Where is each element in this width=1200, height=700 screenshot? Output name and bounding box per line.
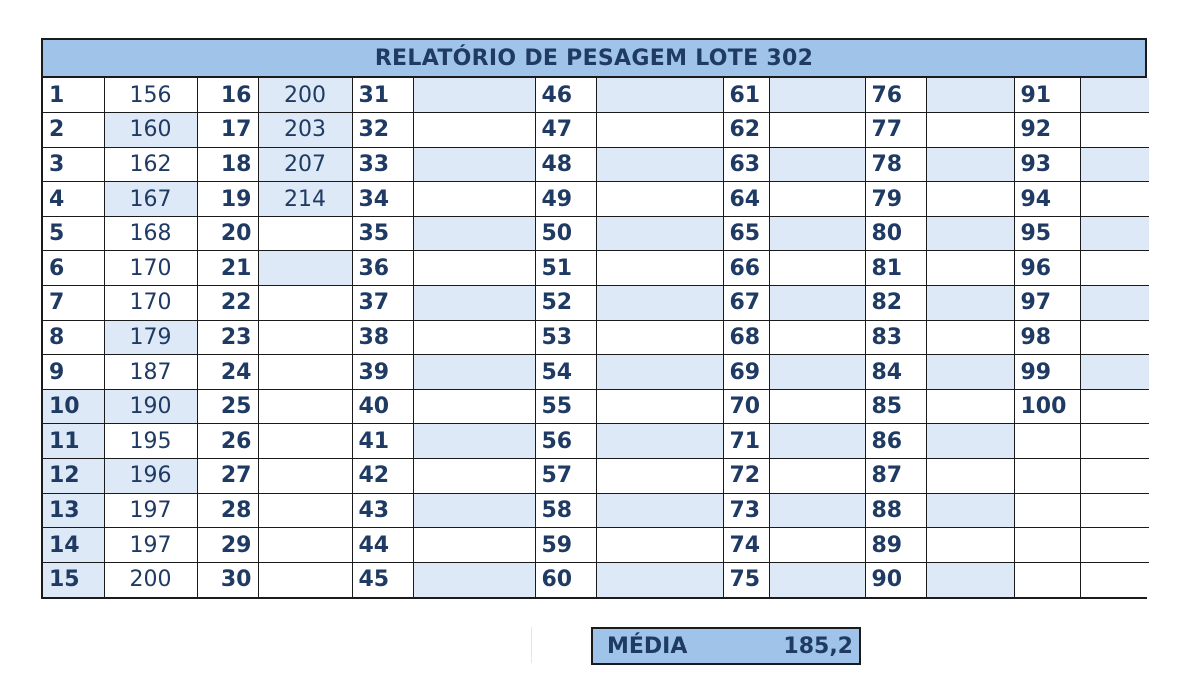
- entry-number: 97: [1014, 286, 1080, 321]
- weight-value: [413, 147, 535, 182]
- weight-value: [413, 459, 535, 494]
- entry-number: 32: [352, 113, 413, 148]
- entry-number: 56: [535, 424, 596, 459]
- weight-value: [926, 78, 1014, 113]
- weight-value: [413, 493, 535, 528]
- entry-number: 79: [865, 182, 926, 217]
- weight-value: 195: [104, 424, 197, 459]
- entry-number: 53: [535, 320, 596, 355]
- entry-number: 43: [352, 493, 413, 528]
- entry-number: 75: [723, 562, 769, 597]
- weight-value: 200: [258, 78, 352, 113]
- weight-value: [258, 355, 352, 390]
- entry-number: 25: [197, 389, 258, 424]
- entry-number: 6: [43, 251, 104, 286]
- weight-value: [596, 147, 723, 182]
- table-row: [43, 355, 1149, 390]
- weight-value: [769, 113, 865, 148]
- entry-number: 85: [865, 389, 926, 424]
- entry-number: 73: [723, 493, 769, 528]
- entry-number: 34: [352, 182, 413, 217]
- weight-value: [258, 493, 352, 528]
- weight-value: 197: [104, 493, 197, 528]
- weight-value: [1080, 528, 1149, 563]
- weight-value: [926, 182, 1014, 217]
- table-row: [43, 562, 1149, 597]
- weight-value: [1080, 320, 1149, 355]
- weight-value: [258, 286, 352, 321]
- weight-value: [769, 493, 865, 528]
- entry-number: 98: [1014, 320, 1080, 355]
- weighing-report-sheet: [41, 38, 1147, 599]
- weight-value: [596, 251, 723, 286]
- weight-value: [1080, 355, 1149, 390]
- table-row: [43, 424, 1149, 459]
- weight-value: [1080, 562, 1149, 597]
- entry-number: 40: [352, 389, 413, 424]
- entry-number: 36: [352, 251, 413, 286]
- weight-value: [596, 528, 723, 563]
- entry-number: 30: [197, 562, 258, 597]
- weight-value: [926, 493, 1014, 528]
- weight-value: [769, 78, 865, 113]
- weight-value: [926, 286, 1014, 321]
- entry-number: 99: [1014, 355, 1080, 390]
- cell-divider: [531, 627, 532, 663]
- entry-number: 22: [197, 286, 258, 321]
- weight-value: [926, 113, 1014, 148]
- average-box: [591, 627, 861, 665]
- entry-number: 45: [352, 562, 413, 597]
- weight-value: [413, 78, 535, 113]
- weight-value: [596, 493, 723, 528]
- weight-value: [413, 286, 535, 321]
- entry-number: 59: [535, 528, 596, 563]
- entry-number: [1014, 528, 1080, 563]
- entry-number: 81: [865, 251, 926, 286]
- weight-value: [596, 389, 723, 424]
- entry-number: 20: [197, 216, 258, 251]
- table-row: [43, 493, 1149, 528]
- weight-value: [258, 251, 352, 286]
- weight-value: [769, 251, 865, 286]
- weight-value: [413, 424, 535, 459]
- entry-number: 8: [43, 320, 104, 355]
- entry-number: 46: [535, 78, 596, 113]
- entry-number: 90: [865, 562, 926, 597]
- weight-value: [769, 528, 865, 563]
- weight-value: [413, 355, 535, 390]
- entry-number: 88: [865, 493, 926, 528]
- weight-value: 197: [104, 528, 197, 563]
- weight-value: [596, 286, 723, 321]
- weight-value: [769, 182, 865, 217]
- entry-number: 23: [197, 320, 258, 355]
- entry-number: 82: [865, 286, 926, 321]
- entry-number: 61: [723, 78, 769, 113]
- entry-number: 3: [43, 147, 104, 182]
- entry-number: 49: [535, 182, 596, 217]
- entry-number: 51: [535, 251, 596, 286]
- entry-number: 1: [43, 78, 104, 113]
- weight-value: [926, 320, 1014, 355]
- entry-number: 86: [865, 424, 926, 459]
- weight-value: [258, 216, 352, 251]
- entry-number: 55: [535, 389, 596, 424]
- weight-value: [769, 424, 865, 459]
- weight-value: 203: [258, 113, 352, 148]
- weight-value: [1080, 147, 1149, 182]
- entry-number: 95: [1014, 216, 1080, 251]
- weight-value: [596, 562, 723, 597]
- entry-number: 92: [1014, 113, 1080, 148]
- entry-number: [1014, 562, 1080, 597]
- weight-value: [1080, 459, 1149, 494]
- entry-number: 77: [865, 113, 926, 148]
- entry-number: 100: [1014, 389, 1080, 424]
- weight-value: [1080, 113, 1149, 148]
- weight-value: 170: [104, 251, 197, 286]
- entry-number: 28: [197, 493, 258, 528]
- weight-value: [413, 182, 535, 217]
- weight-value: [258, 389, 352, 424]
- entry-number: 78: [865, 147, 926, 182]
- entry-number: 38: [352, 320, 413, 355]
- entry-number: 83: [865, 320, 926, 355]
- weight-value: 168: [104, 216, 197, 251]
- weight-value: [769, 389, 865, 424]
- entry-number: 87: [865, 459, 926, 494]
- entry-number: 71: [723, 424, 769, 459]
- entry-number: 41: [352, 424, 413, 459]
- weight-value: [1080, 78, 1149, 113]
- weight-value: 179: [104, 320, 197, 355]
- entry-number: 67: [723, 286, 769, 321]
- weight-value: [926, 562, 1014, 597]
- table-row: [43, 528, 1149, 563]
- entry-number: 72: [723, 459, 769, 494]
- entry-number: 42: [352, 459, 413, 494]
- weight-value: [596, 78, 723, 113]
- entry-number: 2: [43, 113, 104, 148]
- entry-number: 50: [535, 216, 596, 251]
- entry-number: 29: [197, 528, 258, 563]
- average-label: MÉDIA: [607, 633, 688, 659]
- weight-value: [769, 459, 865, 494]
- weight-value: [596, 182, 723, 217]
- weight-value: [258, 528, 352, 563]
- weight-value: 207: [258, 147, 352, 182]
- table-row: [43, 251, 1149, 286]
- entry-number: 58: [535, 493, 596, 528]
- weight-value: [769, 147, 865, 182]
- entry-number: 35: [352, 216, 413, 251]
- entry-number: 18: [197, 147, 258, 182]
- weight-value: [769, 355, 865, 390]
- entry-number: 62: [723, 113, 769, 148]
- entry-number: 93: [1014, 147, 1080, 182]
- average-value: 185,2: [783, 633, 853, 659]
- entry-number: 44: [352, 528, 413, 563]
- entry-number: 9: [43, 355, 104, 390]
- weight-value: 160: [104, 113, 197, 148]
- entry-number: 48: [535, 147, 596, 182]
- entry-number: 16: [197, 78, 258, 113]
- table-row: [43, 320, 1149, 355]
- weight-value: [1080, 389, 1149, 424]
- weight-value: [1080, 182, 1149, 217]
- entry-number: 14: [43, 528, 104, 563]
- weight-value: [926, 216, 1014, 251]
- entry-number: 47: [535, 113, 596, 148]
- weight-value: [596, 113, 723, 148]
- entry-number: 13: [43, 493, 104, 528]
- entry-number: 96: [1014, 251, 1080, 286]
- table-row: [43, 78, 1149, 113]
- entry-number: 74: [723, 528, 769, 563]
- entry-number: 39: [352, 355, 413, 390]
- table-row: [43, 286, 1149, 321]
- weight-value: [413, 389, 535, 424]
- weight-value: [1080, 251, 1149, 286]
- weight-value: [258, 562, 352, 597]
- entry-number: [1014, 424, 1080, 459]
- weight-value: [926, 424, 1014, 459]
- entry-number: 12: [43, 459, 104, 494]
- entry-number: 31: [352, 78, 413, 113]
- entry-number: 52: [535, 286, 596, 321]
- weight-value: [258, 424, 352, 459]
- entry-number: 84: [865, 355, 926, 390]
- entry-number: [1014, 493, 1080, 528]
- weight-value: 167: [104, 182, 197, 217]
- table-row: [43, 216, 1149, 251]
- entry-number: 76: [865, 78, 926, 113]
- table-row: [43, 459, 1149, 494]
- weight-value: 187: [104, 355, 197, 390]
- weight-value: 196: [104, 459, 197, 494]
- entry-number: 94: [1014, 182, 1080, 217]
- weight-value: 162: [104, 147, 197, 182]
- weight-value: [926, 251, 1014, 286]
- weight-value: 214: [258, 182, 352, 217]
- weight-value: [596, 424, 723, 459]
- weight-value: [413, 562, 535, 597]
- entry-number: 7: [43, 286, 104, 321]
- entry-number: 70: [723, 389, 769, 424]
- table-row: [43, 182, 1149, 217]
- weight-value: [413, 528, 535, 563]
- weight-value: [1080, 216, 1149, 251]
- entry-number: 65: [723, 216, 769, 251]
- weight-value: [926, 147, 1014, 182]
- entry-number: 15: [43, 562, 104, 597]
- entry-number: 89: [865, 528, 926, 563]
- weights-grid: [43, 78, 1149, 597]
- weight-value: [413, 113, 535, 148]
- weight-value: [596, 320, 723, 355]
- weight-value: [926, 459, 1014, 494]
- entry-number: 17: [197, 113, 258, 148]
- entry-number: 68: [723, 320, 769, 355]
- table-row: [43, 389, 1149, 424]
- weight-value: [926, 389, 1014, 424]
- entry-number: 80: [865, 216, 926, 251]
- weight-value: 170: [104, 286, 197, 321]
- entry-number: 64: [723, 182, 769, 217]
- weight-value: [769, 216, 865, 251]
- weight-value: [769, 286, 865, 321]
- entry-number: 19: [197, 182, 258, 217]
- entry-number: [1014, 459, 1080, 494]
- entry-number: 24: [197, 355, 258, 390]
- entry-number: 4: [43, 182, 104, 217]
- entry-number: 21: [197, 251, 258, 286]
- weight-value: [258, 320, 352, 355]
- entry-number: 37: [352, 286, 413, 321]
- entry-number: 33: [352, 147, 413, 182]
- entry-number: 57: [535, 459, 596, 494]
- entry-number: 11: [43, 424, 104, 459]
- weight-value: 190: [104, 389, 197, 424]
- entry-number: 63: [723, 147, 769, 182]
- weight-value: [596, 216, 723, 251]
- table-row: [43, 113, 1149, 148]
- table-row: [43, 147, 1149, 182]
- weight-value: [926, 528, 1014, 563]
- weight-value: [1080, 493, 1149, 528]
- weight-value: 200: [104, 562, 197, 597]
- weight-value: [413, 216, 535, 251]
- weight-value: [413, 251, 535, 286]
- weight-value: [1080, 286, 1149, 321]
- weight-value: [769, 320, 865, 355]
- weight-value: [1080, 424, 1149, 459]
- weight-value: [258, 459, 352, 494]
- entry-number: 60: [535, 562, 596, 597]
- report-title: RELATÓRIO DE PESAGEM LOTE 302: [43, 40, 1145, 78]
- weight-value: [596, 355, 723, 390]
- entry-number: 66: [723, 251, 769, 286]
- entry-number: 26: [197, 424, 258, 459]
- weight-value: 156: [104, 78, 197, 113]
- weight-value: [926, 355, 1014, 390]
- entry-number: 54: [535, 355, 596, 390]
- entry-number: 5: [43, 216, 104, 251]
- entry-number: 91: [1014, 78, 1080, 113]
- weight-value: [596, 459, 723, 494]
- entry-number: 10: [43, 389, 104, 424]
- weight-value: [769, 562, 865, 597]
- entry-number: 69: [723, 355, 769, 390]
- weight-value: [413, 320, 535, 355]
- entry-number: 27: [197, 459, 258, 494]
